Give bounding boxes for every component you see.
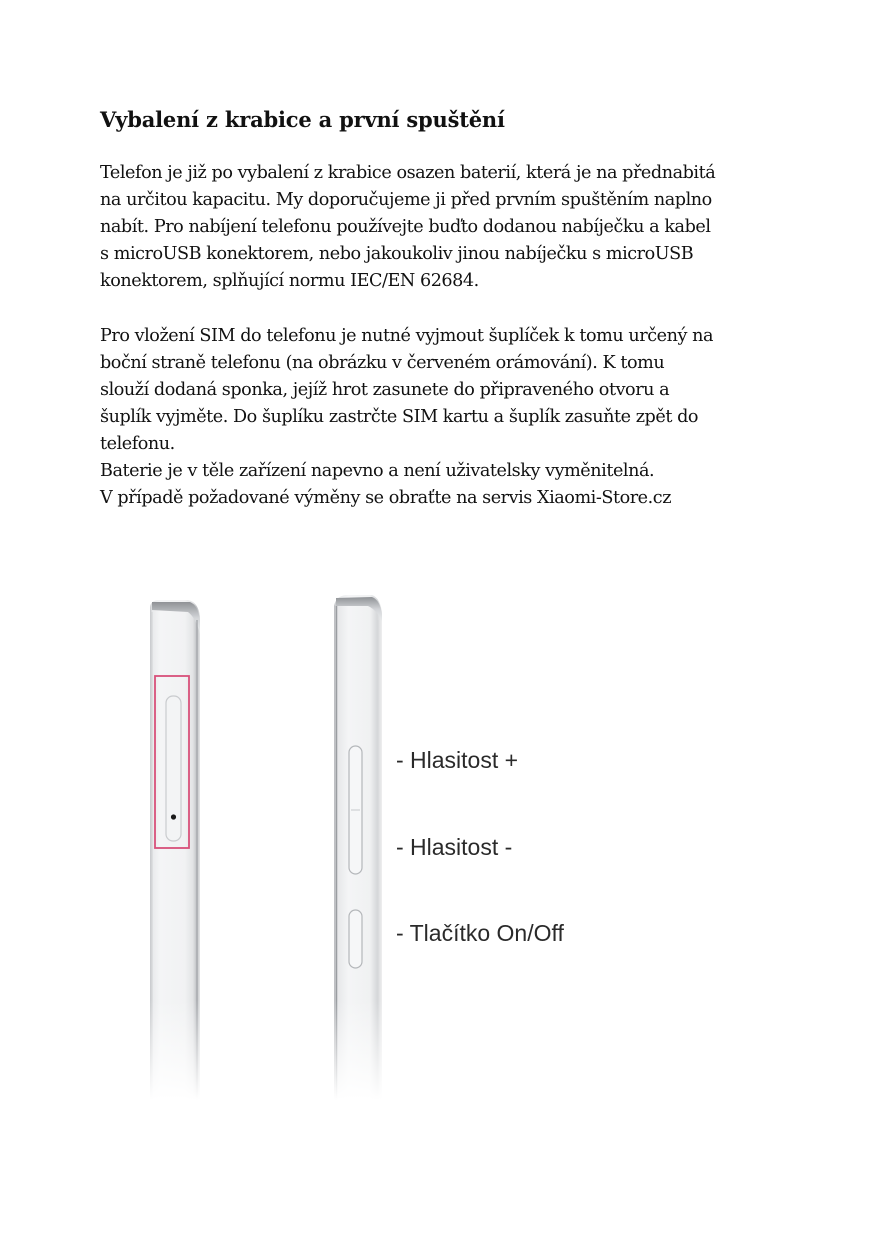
label-volume-down: - Hlasitost - xyxy=(396,834,513,860)
phone-left-side xyxy=(150,600,202,1100)
sim-eject-hole xyxy=(171,814,176,819)
sim-tray xyxy=(166,696,181,841)
text-line: Pro vložení SIM do telefonu je nutné vyjmout šuplíček k tomu určený na xyxy=(100,326,714,346)
label-power-button: - Tlačítko On/Off xyxy=(396,920,564,946)
volume-rocker xyxy=(349,746,362,874)
text-line: boční straně telefonu (na obrázku v červeném orámování). K tomu xyxy=(100,353,665,373)
paragraph-sim xyxy=(100,323,820,512)
page-title: Vybalení z krabice a první spuštění xyxy=(100,107,505,132)
text-line: na určitou kapacitu. My doporučujeme ji před prvním spuštěním naplno xyxy=(100,190,712,210)
text-line: s microUSB konektorem, nebo jakoukoliv jinou nabíječku s microUSB xyxy=(100,244,694,264)
text-line: nabít. Pro nabíjení telefonu používejte buďto dodanou nabíječku a kabel xyxy=(100,217,711,237)
text-line: V případě požadované výměny se obraťte na servis Xiaomi-Store.cz xyxy=(100,488,672,508)
paragraph-charging xyxy=(100,160,820,295)
text-line: Telefon je již po vybalení z krabice osazen baterií, která je na přednabitá xyxy=(100,163,716,183)
label-volume-up: - Hlasitost + xyxy=(396,747,519,773)
phone-side-figure xyxy=(0,560,875,1120)
power-button xyxy=(349,910,362,968)
text-line: konektorem, splňující normu IEC/EN 62684. xyxy=(100,271,479,291)
text-line: telefonu. xyxy=(100,434,175,454)
text-line: šuplík vyjměte. Do šuplíku zastrčte SIM kartu a šuplík zasuňte zpět do xyxy=(100,407,699,427)
text-line: slouží dodaná sponka, jejíž hrot zasunete do připraveného otvoru a xyxy=(100,380,670,400)
text-line: Baterie je v těle zařízení napevno a není uživatelsky vyměnitelná. xyxy=(100,461,655,481)
